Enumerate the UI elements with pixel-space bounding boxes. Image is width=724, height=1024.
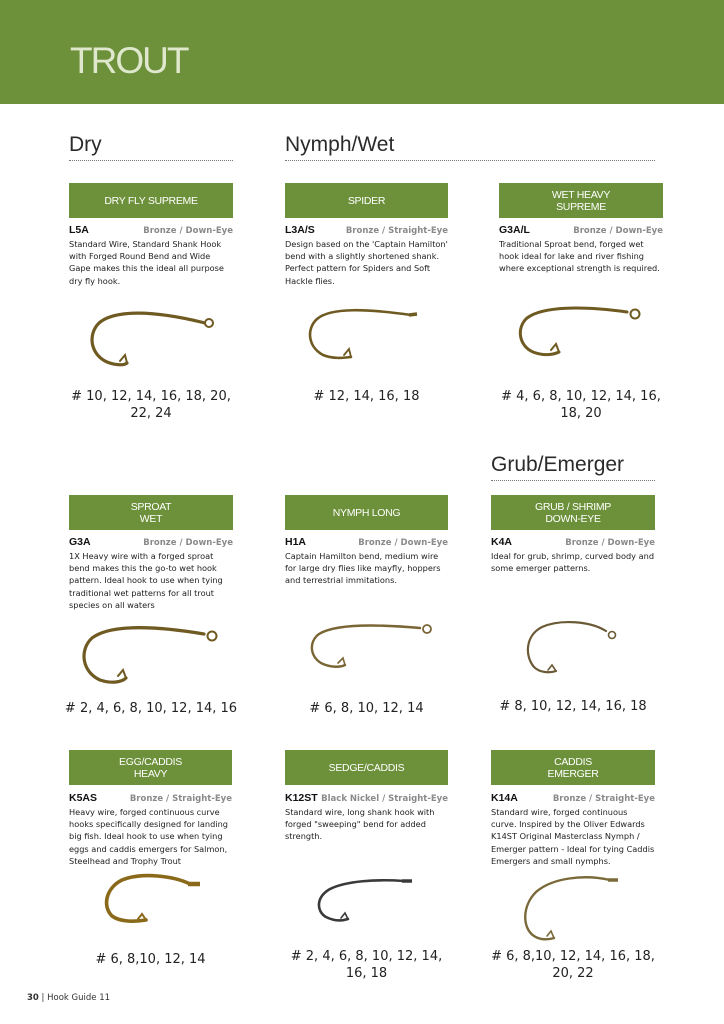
product-code-row xyxy=(491,536,655,548)
hook-sizes: # 10, 12, 14, 16, 18, 20, 22, 24 xyxy=(71,389,231,421)
product-description: Design based on the 'Captain Hamilton' bend with a slightly shortened shank. Perfect pattern for Spiders and Soft Hackle flies. xyxy=(285,239,448,286)
product-finish: Bronze / Down-Eye xyxy=(573,226,663,236)
product-code: K4A xyxy=(491,536,513,548)
page-title: TROUT xyxy=(70,40,188,81)
product-description: Captain Hamilton bend, medium wire for large dry flies like mayfly, hoppers and terrestrial immitations. xyxy=(285,551,441,586)
product-code-row xyxy=(491,792,655,804)
product-finish: Bronze / Straight-Eye xyxy=(345,226,448,236)
product-finish: Bronze / Straight-Eye xyxy=(129,794,232,804)
footer xyxy=(27,993,110,1003)
hook-image xyxy=(85,305,225,375)
product-description: Traditional Sproat bend, forged wet hook ideal for lake and river fishing where exceptional strength is required. xyxy=(499,239,660,274)
product-code-row xyxy=(69,224,233,236)
product-description: Standard wire, long shank hook with forged "sweeping" bend for added strength. xyxy=(285,807,435,842)
product-finish: Bronze / Down-Eye xyxy=(565,538,655,548)
product-description: Heavy wire, forged continuous curve hooks specifically designed for landing big fish. Ideal hook to use when tying eggs and caddis emergers for Salmon, Steelhead and Trophy Trout xyxy=(69,807,228,866)
hook-sizes: # 6, 8, 10, 12, 14 xyxy=(309,701,424,716)
hook-image xyxy=(312,875,422,930)
product-label: SPIDER xyxy=(285,183,448,218)
product-code: K12ST xyxy=(285,792,318,804)
section-title-dry: Dry xyxy=(69,133,233,161)
hook-sizes: # 12, 14, 16, 18 xyxy=(313,389,420,404)
product-description: Standard wire, forged continuous curve. Inspired by the Oliver Edwards K14ST Original Masterclass Nymph / Emerger pattern - Ideal for tying Caddis Emergers and small nymphs. xyxy=(491,807,655,866)
hook-image xyxy=(520,615,625,680)
product-code-row xyxy=(499,224,663,236)
page-number: 30 xyxy=(27,993,39,1003)
footer-separator: | xyxy=(41,993,45,1003)
guide-name: Hook Guide 11 xyxy=(47,993,111,1003)
product-finish: Bronze / Down-Eye xyxy=(143,538,233,548)
product-label: GRUB / SHRIMP DOWN-EYE xyxy=(491,495,655,530)
product-label: CADDIS EMERGER xyxy=(491,750,655,785)
product-code: G3A xyxy=(69,536,91,548)
product-label: DRY FLY SUPREME xyxy=(69,183,233,218)
product-code-row xyxy=(285,536,448,548)
product-label: NYMPH LONG xyxy=(285,495,448,530)
product-label: SEDGE/CADDIS xyxy=(285,750,448,785)
hook-image xyxy=(98,868,208,930)
hook-image xyxy=(76,620,226,690)
product-label: SPROAT WET xyxy=(69,495,233,530)
product-code: K5AS xyxy=(69,792,98,804)
section-title-grub: Grub/Emerger xyxy=(491,453,655,481)
hook-sizes: # 4, 6, 8, 10, 12, 14, 16, 18, 20 xyxy=(501,389,661,421)
product-finish: Black Nickel / Straight-Eye xyxy=(321,794,448,804)
product-description: Ideal for grub, shrimp, curved body and some emerger patterns. xyxy=(491,551,655,574)
product-description: Standard Wire, Standard Shank Hook with Forged Round Bend and Wide Gape makes this the ideal all purpose dry fly hook. xyxy=(69,239,224,286)
hook-sizes: # 2, 4, 6, 8, 10, 12, 14, 16, 18 xyxy=(290,949,443,981)
product-finish: Bronze / Straight-Eye xyxy=(552,794,655,804)
product-code: L3A/S xyxy=(285,224,315,236)
product-finish: Bronze / Down-Eye xyxy=(143,226,233,236)
hook-image xyxy=(518,870,628,945)
product-code: G3A/L xyxy=(499,224,530,236)
product-label: WET HEAVY SUPREME xyxy=(499,183,663,218)
hook-image xyxy=(513,300,648,365)
hook-sizes: # 2, 4, 6, 8, 10, 12, 14, 16 xyxy=(64,701,238,716)
product-code-row xyxy=(285,792,448,804)
hook-sizes: # 6, 8,10, 12, 14, 16, 18, 20, 22 xyxy=(491,949,655,981)
product-description: 1X Heavy wire with a forged sproat bend makes this the go-to wet hook pattern. Ideal hook to use when tying traditional wet patterns for all trout species on all waters xyxy=(69,551,223,610)
hook-sizes: # 6, 8,10, 12, 14 xyxy=(95,952,206,967)
hook-image xyxy=(305,618,440,678)
product-code: K14A xyxy=(491,792,518,804)
product-code-row xyxy=(69,792,232,804)
product-code: L5A xyxy=(69,224,89,236)
product-code: H1A xyxy=(285,536,307,548)
hook-image xyxy=(303,303,423,368)
product-code-row xyxy=(69,536,233,548)
section-title-nymph: Nymph/Wet xyxy=(285,133,655,161)
product-code-row xyxy=(285,224,448,236)
product-finish: Bronze / Down-Eye xyxy=(358,538,448,548)
product-label: EGG/CADDIS HEAVY xyxy=(69,750,232,785)
hook-sizes: # 8, 10, 12, 14, 16, 18 xyxy=(499,699,647,714)
